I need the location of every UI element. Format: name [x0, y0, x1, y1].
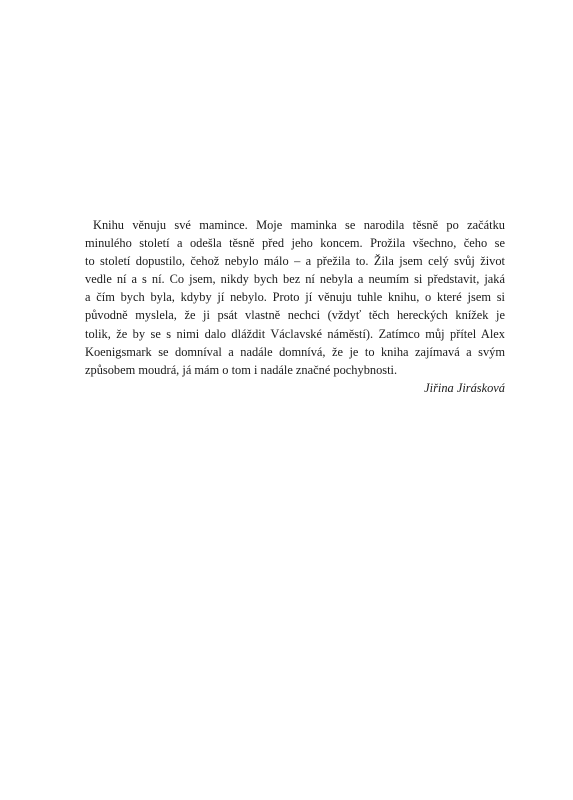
dedication-line: Koenigsmark se domníval a nadále domnívá, že je to kniha zajímavá a svým	[85, 344, 505, 359]
dedication-line: způsobem moudrá, já mám o tom i nadále značné pochybnosti.	[85, 362, 398, 377]
dedication-line: a čím bych byla, kdyby jí nebylo. Proto jí věnuju tuhle knihu, o které jsem si	[85, 290, 505, 305]
author-signature: Jiřina Jirásková	[424, 380, 505, 395]
dedication-line: původně myslela, že ji psát vlastně nechci (vždyť těch hereckých knížek je	[85, 308, 505, 323]
dedication-line: Knihu věnuju své mamince. Moje maminka se narodila těsně po začátku	[93, 218, 505, 232]
dedication-line: vedle ní a s ní. Co jsem, nikdy bych bez ní nebyla a neumím si představit, jaká	[85, 272, 505, 287]
dedication-line: minulého století a odešla těsně před jeho koncem. Prožila všechno, čeho se	[85, 236, 505, 251]
dedication-line: to století dopustilo, čehož nebylo málo – a přežila to. Žila jsem celý svůj život	[85, 254, 505, 269]
dedication-text	[85, 216, 505, 397]
dedication-line: tolik, že by se s nimi dalo dláždit Václavské náměstí). Zatímco můj přítel Alex	[85, 326, 505, 341]
